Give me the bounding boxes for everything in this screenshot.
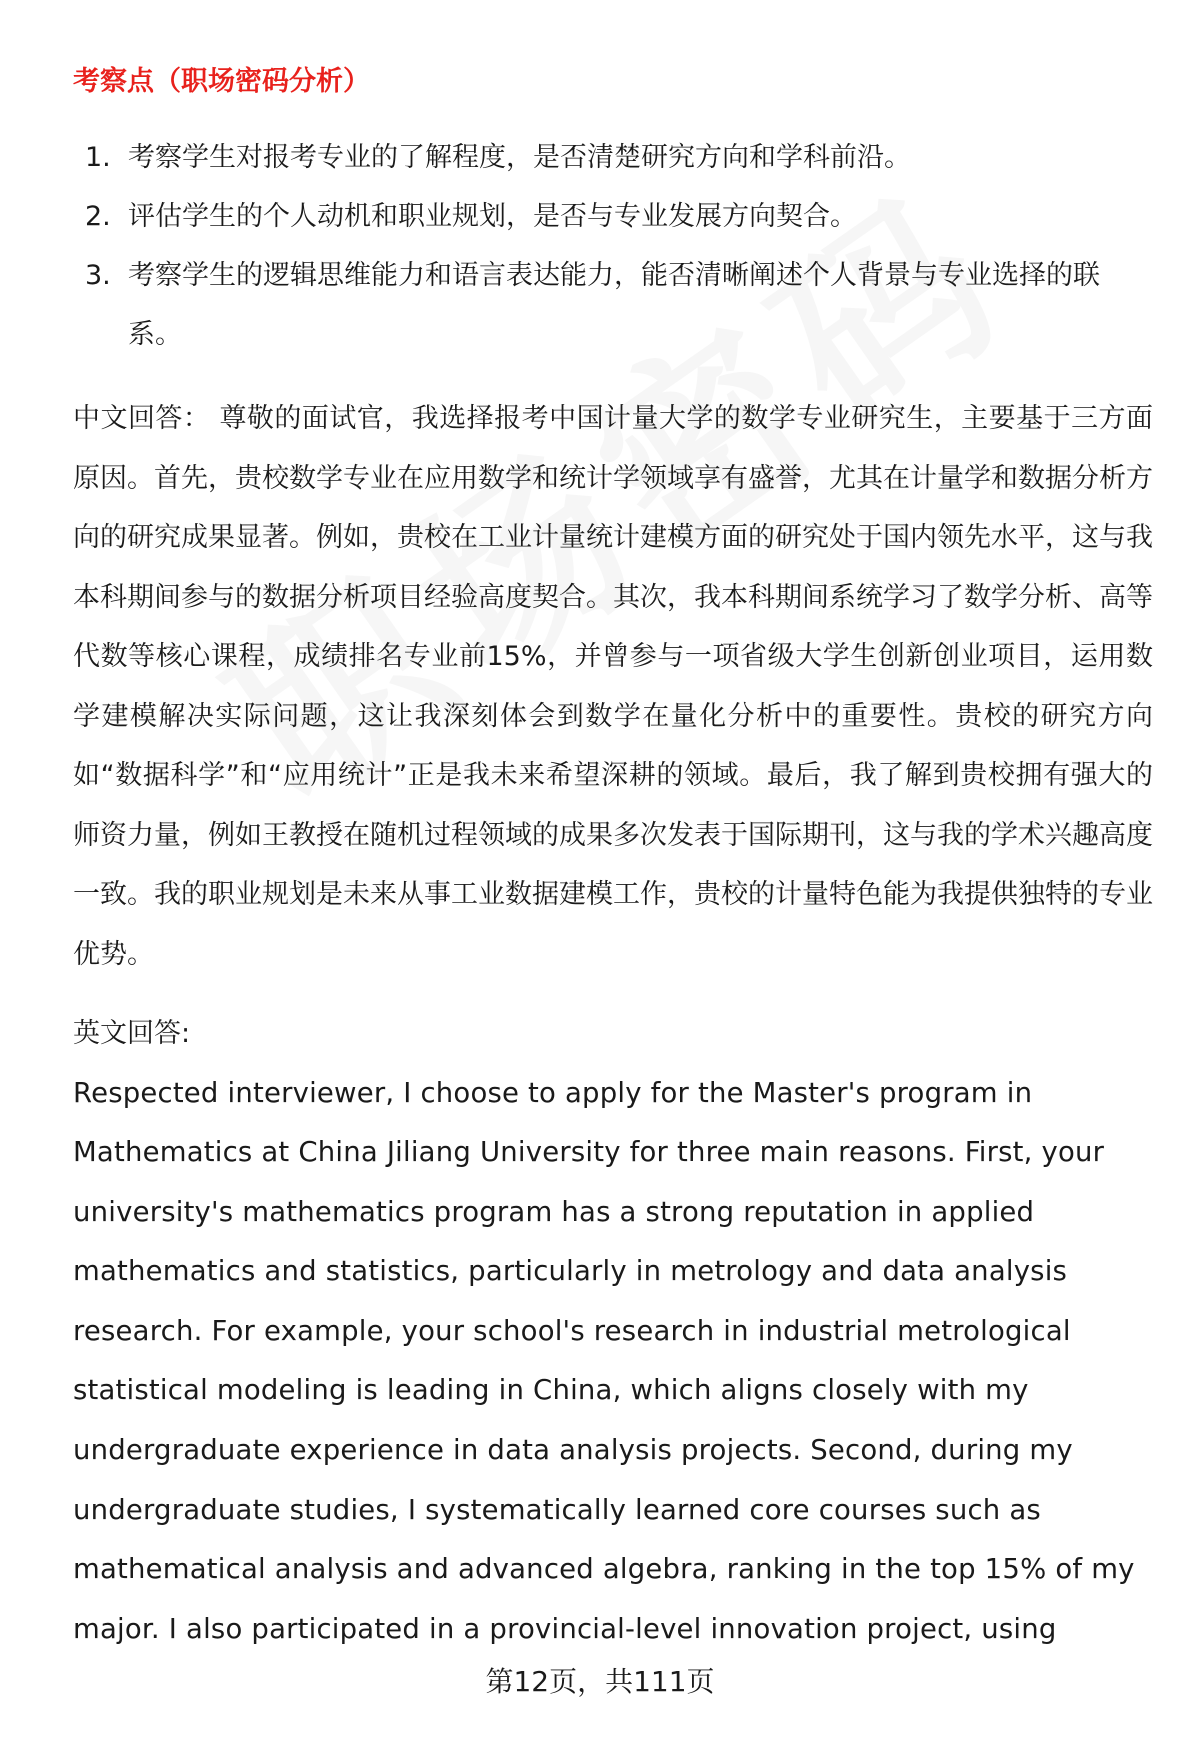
english-answer-line: Mathematics at China Jiliang University for three main reasons. First, your [73,1136,1105,1169]
list-text: 评估学生的个人动机和职业规划，是否与专业发展方向契合。 [128,201,857,232]
chinese-answer-label: 中文回答： [73,403,211,434]
assessment-points-list [73,128,1153,364]
english-answer-line: major. I also participated in a provincial-level innovation project, using [73,1612,1057,1645]
english-answer-line: mathematical analysis and advanced algebra, ranking in the top 15% of my [73,1553,1135,1586]
list-item [73,246,1153,364]
english-answer-line: university's mathematics program has a strong reputation in applied [73,1195,1035,1228]
page-footer: 第12页，共111页 [485,1665,715,1698]
list-item [73,187,1153,246]
list-item [73,128,1153,187]
english-answer-line: undergraduate studies, I systematically learned core courses such as [73,1493,1041,1526]
page-content [73,52,1153,1659]
english-answer-label: 英文回答: [73,1018,191,1049]
list-number: 1. [85,142,111,173]
list-number: 2. [85,201,111,232]
english-answer [73,1064,1153,1660]
english-answer-line: Respected interviewer, I choose to apply for the Master's program in [73,1076,1033,1109]
list-text: 考察学生对报考专业的了解程度，是否清楚研究方向和学科前沿。 [128,142,911,173]
chinese-answer [73,389,1153,984]
section-title: 考察点（职场密码分析） [73,66,370,97]
english-answer-line: undergraduate experience in data analysis projects. Second, during my [73,1434,1073,1467]
list-text: 考察学生的逻辑思维能力和语言表达能力，能否清晰阐述个人背景与专业选择的联系。 [128,260,1100,350]
english-answer-line: statistical modeling is leading in China, which aligns closely with my [73,1374,1029,1407]
english-answer-line: mathematics and statistics, particularly in metrology and data analysis [73,1255,1068,1288]
english-answer-line: research. For example, your school's research in industrial metrological [73,1314,1071,1347]
list-number: 3. [85,260,111,291]
chinese-answer-text: 尊敬的面试官，我选择报考中国计量大学的数学专业研究生，主要基于三方面原因。首先，贵校数学专业在应用数学和统计学领域享有盛誉，尤其在计量学和数据分析方向的研究成果显著。例如，贵校在工业计量统计建模方面的研究处于国内领先水平，这与我本科期间参与的数据分析项目经验高度契合。其次，我本科期间系统学习了数学分析、高等代数等核心课程，成绩排名专业前15%，并曾参与一项省级大学生创新创业项目，运用数学建模解决实际问题，这让我深刻体会到数学在量化分析中的重要性。贵校的研究方向如“数据科学”和“应用统计”正是我未来希望深耕的领域。最后，我了解到贵校拥有强大的师资力量，例如王教授在随机过程领域的成果多次发表于国际期刊，这与我的学术兴趣高度一致。我的职业规划是未来从事工业数据建模工作，贵校的计量特色能为我提供独特的专业优势。 [73,403,1154,970]
